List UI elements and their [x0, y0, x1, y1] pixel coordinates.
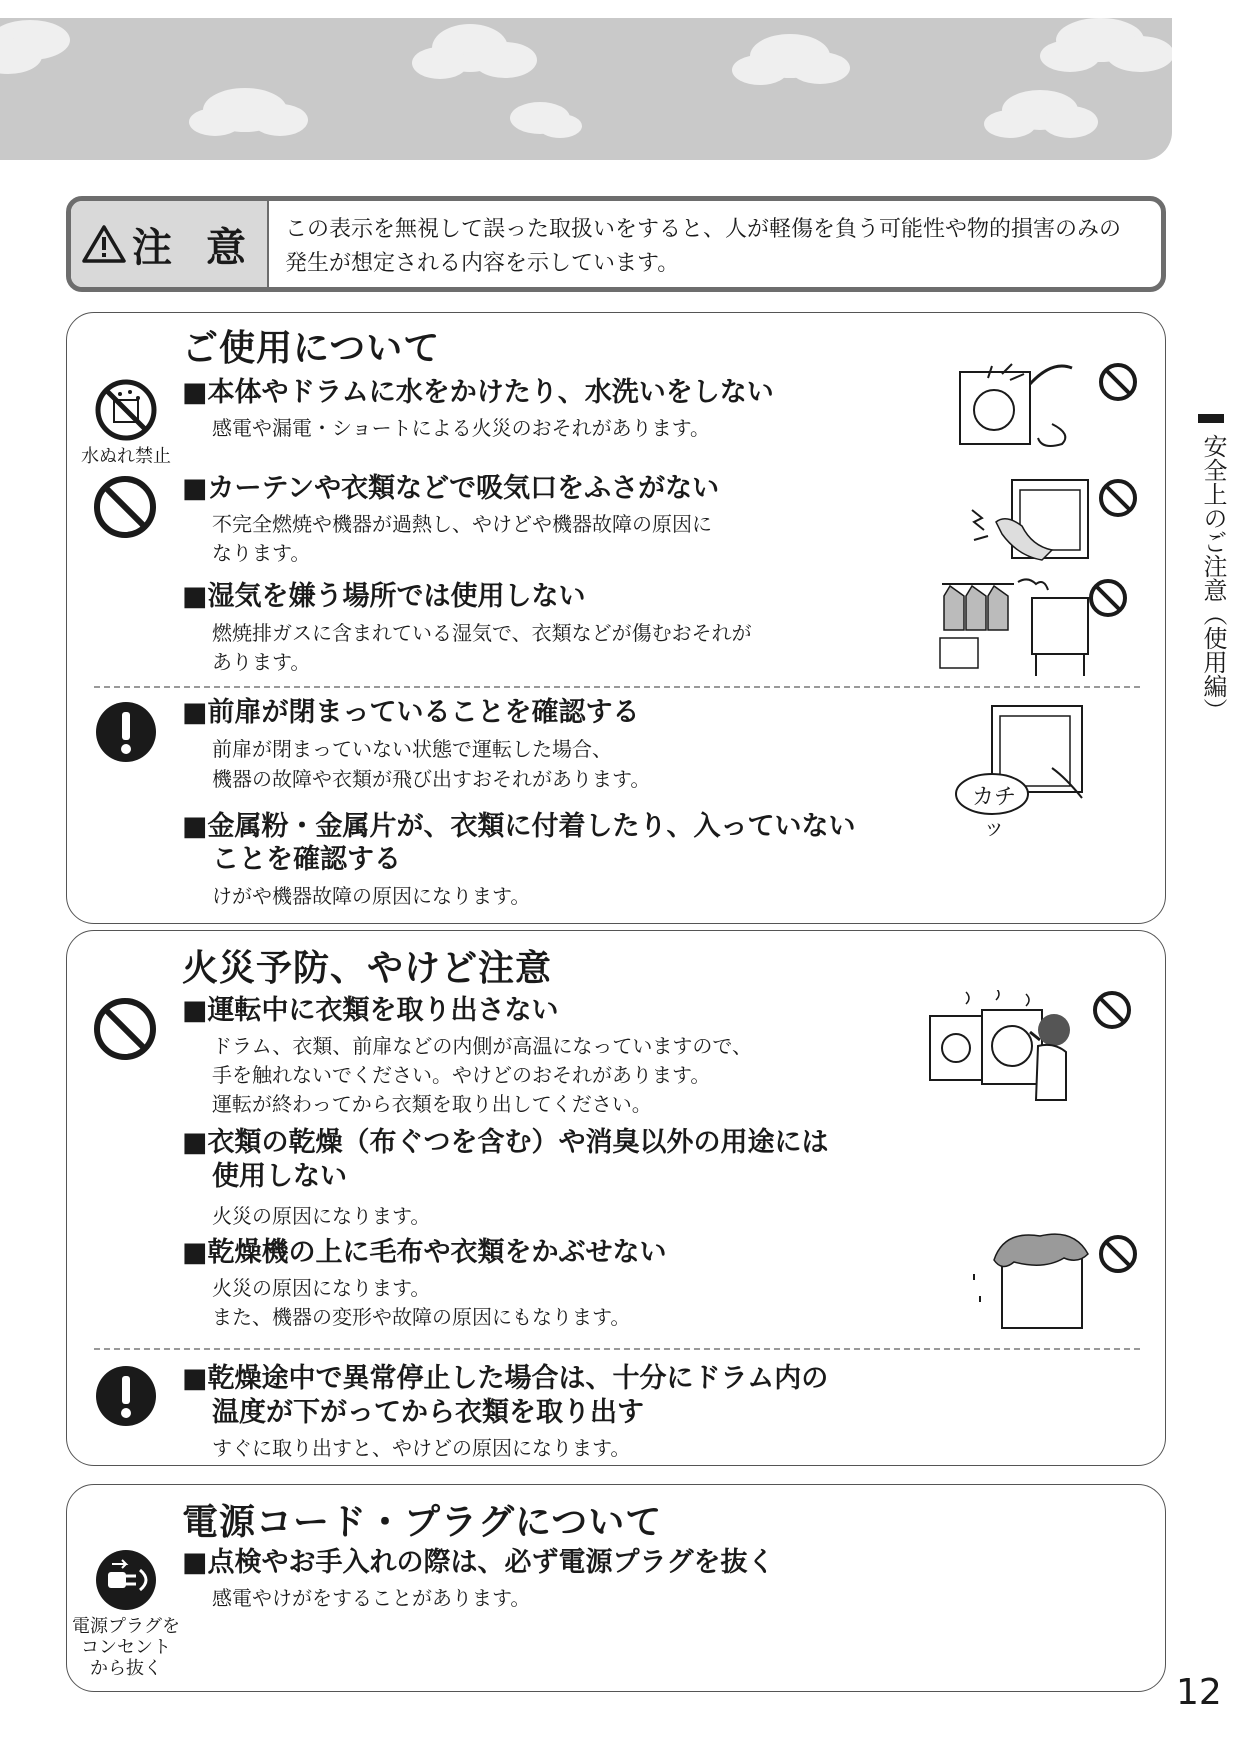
item-heading: ■点検やお手入れの際は、必ず電源プラグを抜く — [182, 1547, 775, 1578]
side-tab-label: 安全上のご注意（使用編） — [1199, 434, 1227, 722]
header-band — [0, 18, 1172, 160]
covered-dryer-illustration — [966, 1226, 1144, 1332]
unplug-caption: 電源プラグを コンセント から抜く — [72, 1616, 180, 1679]
item-text: 感電やけがをすることがあります。 — [212, 1586, 531, 1610]
item-text: 火災の原因になります。 — [212, 1204, 431, 1228]
section-title: 火災予防、やけど注意 — [182, 948, 553, 989]
caution-label: 注 意 — [132, 224, 256, 271]
item-text: 感電や漏電・ショートによる火災のおそれがあります。 — [212, 416, 710, 440]
item-heading: 使用しない — [212, 1161, 347, 1192]
item-text: けがや機器故障の原因になります。 — [212, 884, 531, 908]
caution-label-area — [71, 201, 269, 287]
hot-drum-illustration — [926, 990, 1144, 1104]
no-water-icon — [94, 378, 158, 442]
divider — [94, 686, 1140, 688]
item-text: あります。 — [212, 650, 311, 674]
item-text: 手を触れないでください。やけどのおそれがあります。 — [212, 1063, 711, 1087]
item-text: ドラム、衣類、前扉などの内側が高温になっていますので、 — [212, 1034, 752, 1058]
page-number: 12 — [1176, 1672, 1222, 1713]
section-title: ご使用について — [182, 328, 441, 369]
item-heading: ことを確認する — [212, 844, 401, 875]
item-text: 燃焼排ガスに含まれている湿気で、衣類などが傷むおそれが — [212, 621, 752, 645]
humid-place-illustration — [932, 576, 1144, 680]
divider — [94, 1348, 1140, 1350]
side-tab-marker — [1198, 414, 1224, 423]
unplug-icon — [94, 1548, 158, 1612]
section-title: 電源コード・プラグについて — [182, 1502, 663, 1543]
item-heading: ■乾燥途中で異常停止した場合は、十分にドラム内の — [182, 1363, 829, 1394]
item-text: 不完全燃焼や機器が過熱し、やけどや機器故障の原因に — [212, 512, 712, 536]
no-water-caption: 水ぬれ禁止 — [81, 446, 171, 467]
caution-description: この表示を無視して誤った取扱いをすると、人が軽傷を負う可能性や物的損害のみの発生が想定される内容を示しています。 — [285, 217, 1122, 276]
water-spray-illustration — [952, 354, 1144, 454]
cloud-decoration — [0, 18, 1172, 160]
item-heading: ■湿気を嫌う場所では使用しない — [182, 581, 586, 612]
prohibition-icon — [92, 996, 158, 1062]
item-text: すぐに取り出すと、やけどの原因になります。 — [212, 1436, 631, 1460]
item-heading: 温度が下がってから衣類を取り出す — [212, 1397, 644, 1428]
warning-triangle-icon — [82, 224, 126, 264]
click-sound-label: カチッ — [971, 785, 1016, 841]
item-heading: ■本体やドラムに水をかけたり、水洗いをしない — [182, 377, 774, 408]
item-text: また、機器の変形や故障の原因にもなります。 — [212, 1305, 631, 1329]
mandatory-action-icon — [94, 700, 158, 764]
caution-banner — [66, 196, 1166, 292]
item-heading: ■金属粉・金属片が、衣類に付着したり、入っていない — [182, 811, 856, 842]
item-text: 火災の原因になります。 — [212, 1276, 431, 1300]
item-text: 前扉が閉まっていない状態で運転した場合、 — [212, 737, 612, 761]
item-heading: ■衣類の乾燥（布ぐつを含む）や消臭以外の用途には — [182, 1127, 829, 1158]
blocked-intake-illustration — [966, 470, 1144, 570]
prohibition-icon — [92, 474, 158, 540]
item-heading: ■運転中に衣類を取り出さない — [182, 995, 559, 1026]
item-text: 機器の故障や衣類が飛び出すおそれがあります。 — [212, 767, 651, 791]
item-heading: ■カーテンや衣類などで吸気口をふさがない — [182, 473, 720, 504]
item-text: なります。 — [212, 541, 311, 565]
item-text: 運転が終わってから衣類を取り出してください。 — [212, 1092, 652, 1116]
mandatory-action-icon — [94, 1364, 158, 1428]
item-heading: ■乾燥機の上に毛布や衣類をかぶせない — [182, 1237, 667, 1268]
item-heading: ■前扉が閉まっていることを確認する — [182, 697, 640, 728]
